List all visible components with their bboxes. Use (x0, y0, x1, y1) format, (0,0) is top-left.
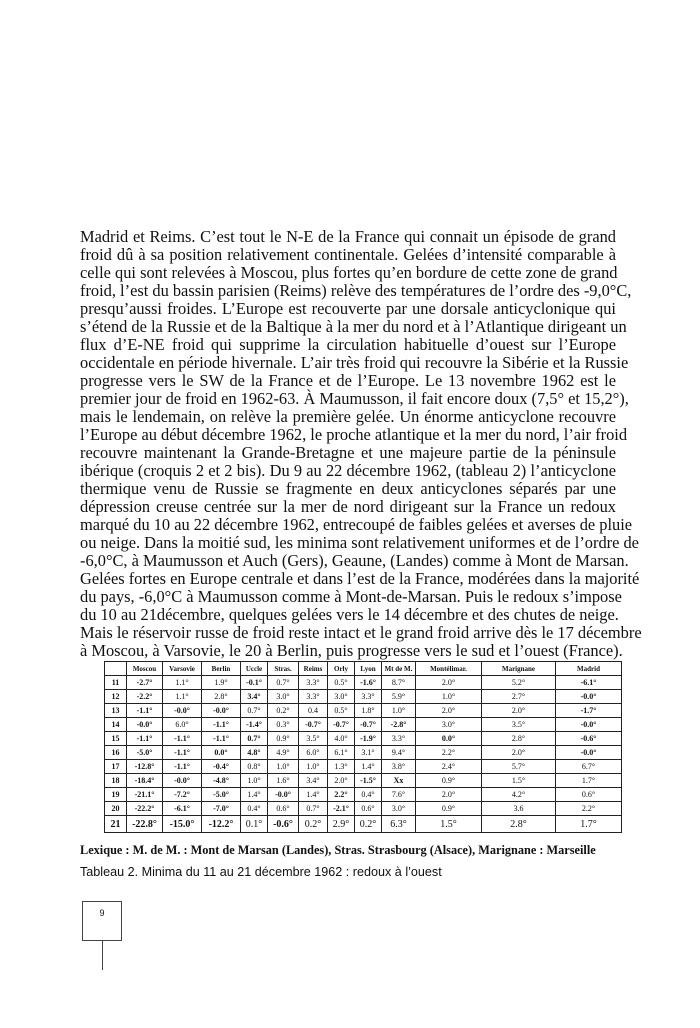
temperature-cell: 3.3° (382, 732, 416, 746)
temperature-cell: -0.4° (202, 760, 241, 774)
temperature-cell: 0.5° (328, 676, 355, 690)
text-line: ou neige. Dans la moitié sud, les minima sont relativement uniformes et de l’ordre de (80, 533, 639, 552)
table-row (105, 774, 622, 788)
temperature-cell: 5.9° (382, 690, 416, 704)
temperature-cell: 1.0° (299, 760, 328, 774)
day-cell: 11 (105, 676, 127, 690)
temperature-cell: 3.3° (299, 690, 328, 704)
temperature-cell: 1.7° (556, 816, 622, 833)
temperature-cell: -2.8° (382, 718, 416, 732)
text-line: mais le lendemain, on relève la première gelée. Un énorme anticyclone recouvre (80, 407, 616, 426)
temperature-cell: -0.7° (355, 718, 382, 732)
temperature-cell: 2.2° (556, 802, 622, 816)
temperature-cell: 7.6° (382, 788, 416, 802)
temperature-cell: -4.8° (202, 774, 241, 788)
temperature-cell: 0.8° (241, 760, 268, 774)
text-line: Madrid et Reims. C’est tout le N-E de la France qui connait un épisode de grand (80, 227, 616, 246)
temperature-cell: -2.1° (328, 802, 355, 816)
temperature-cell: -0.1° (241, 676, 268, 690)
temperature-cell: 0.7° (241, 704, 268, 718)
temperature-cell: -7.2° (163, 788, 202, 802)
temperature-cell: -1.1° (163, 760, 202, 774)
temperature-cell: 0.6° (268, 802, 299, 816)
temperature-cell: 0.4° (241, 802, 268, 816)
temperature-cell: 4.0° (328, 732, 355, 746)
column-header: Orly (328, 662, 355, 676)
temperature-cell: 1.4° (299, 788, 328, 802)
day-cell: 14 (105, 718, 127, 732)
temperature-cell: 4.9° (268, 746, 299, 760)
temperature-cell: -0.0° (202, 704, 241, 718)
temperature-cell: -18.4° (127, 774, 163, 788)
temperature-cell: -0.0° (556, 718, 622, 732)
text-line: s’étend de la Russie et de la Baltique à la mer du nord et à l’Atlantique dirigeant un (80, 317, 627, 336)
temperature-cell: -0.0° (556, 690, 622, 704)
temperature-cell: -0.6° (268, 816, 299, 833)
temperature-cell: -1.7° (556, 704, 622, 718)
temperature-cell: 0.0° (416, 732, 482, 746)
temperature-cell: 1.4° (355, 760, 382, 774)
temperature-cell: 0.4° (355, 788, 382, 802)
temperature-cell: 5.2° (482, 676, 556, 690)
temperature-cell: -12.2° (202, 816, 241, 833)
temperature-cell: -1.6° (355, 676, 382, 690)
text-line: froid dû à sa position relativement continentale. Gelées d’intensité comparable à (80, 245, 616, 264)
temperature-cell: -1.1° (127, 732, 163, 746)
text-line: Mais le réservoir russe de froid reste intact et le grand froid arrive dès le 17 décembre (80, 623, 642, 642)
text-line: celle qui sont relevées à Moscou, plus fortes qu’en bordure de cette zone de grand (80, 263, 618, 282)
temperature-cell: 1.5° (416, 816, 482, 833)
temperature-cell: -12.8° (127, 760, 163, 774)
text-line: occidentale en période hivernale. L’air très froid qui recouvre la Sibérie et la Russie (80, 353, 629, 372)
temperature-cell: 0.7° (299, 802, 328, 816)
temperature-cell: 0.7° (241, 732, 268, 746)
table-row (105, 690, 622, 704)
temperature-cell: -1.4° (241, 718, 268, 732)
temperature-cell: 1.1° (163, 690, 202, 704)
temperature-cell: 0.2° (268, 704, 299, 718)
temperature-cell: 2.2° (416, 746, 482, 760)
day-cell: 12 (105, 690, 127, 704)
table-row (105, 760, 622, 774)
temperature-cell: 3.8° (382, 760, 416, 774)
temperature-cell: -7.0° (202, 802, 241, 816)
temperature-cell: 6.3° (382, 816, 416, 833)
temperature-cell: 2.0° (416, 788, 482, 802)
temperature-cell: 6.0° (163, 718, 202, 732)
temperature-cell: 3.4° (241, 690, 268, 704)
temperature-cell: 0.4 (299, 704, 328, 718)
temperature-cell: -1.9° (355, 732, 382, 746)
temperature-cell: 6.1° (328, 746, 355, 760)
temperature-cell: -2.2° (127, 690, 163, 704)
temperature-cell: 1.9° (202, 676, 241, 690)
temperature-cell: -22.8° (127, 816, 163, 833)
temperature-cell: 0.9° (416, 802, 482, 816)
temperature-cell: -0.0° (556, 746, 622, 760)
temperature-cell: 8.7° (382, 676, 416, 690)
temperature-cell: 6.0° (299, 746, 328, 760)
temperature-cell: 2.8° (202, 690, 241, 704)
temperature-cell: 1.4° (241, 788, 268, 802)
temperature-cell: 5.7° (482, 760, 556, 774)
table-row (105, 788, 622, 802)
day-cell: 13 (105, 704, 127, 718)
table-row (105, 816, 622, 833)
text-line: -6,0°C, à Maumusson et Auch (Gers), Geaune, (Landes) comme à Mont de Marsan. (80, 551, 629, 570)
column-header: Berlin (202, 662, 241, 676)
temperature-cell: -1.1° (202, 718, 241, 732)
temperature-cell: 0.6° (556, 788, 622, 802)
temperature-cell: 1.1° (163, 676, 202, 690)
minima-table (104, 661, 622, 833)
text-line: marqué du 10 au 22 décembre 1962, entrecoupé de faibles gelées et averses de pluie (80, 515, 633, 534)
temperature-cell: -1.1° (163, 732, 202, 746)
temperature-cell: 2.4° (416, 760, 482, 774)
temperature-cell: 1.0° (416, 690, 482, 704)
temperature-cell: 2.8° (482, 816, 556, 833)
table-row (105, 746, 622, 760)
table-header-row (105, 662, 622, 676)
column-header: Stras. (268, 662, 299, 676)
temperature-cell: 1.8° (355, 704, 382, 718)
table-row (105, 718, 622, 732)
text-line: premier jour de froid en 1962-63. À Maumusson, il fait encore doux (7,5° et 15,2°), (80, 389, 629, 408)
temperature-cell: 2.0° (328, 774, 355, 788)
temperature-cell: 4.8° (241, 746, 268, 760)
temperature-cell: -15.0° (163, 816, 202, 833)
temperature-cell: -0.7° (328, 718, 355, 732)
temperature-cell: 2.0° (482, 746, 556, 760)
text-line: dépression creuse centrée sur la mer de nord dirigeant sur la France un redoux (80, 497, 616, 516)
column-header: Mt de M. (382, 662, 416, 676)
temperature-cell: 2.9° (328, 816, 355, 833)
text-line: flux d’E-NE froid qui supprime la circulation habituelle d’ouest sur l’Europe (80, 335, 616, 354)
temperature-cell: -5.0° (127, 746, 163, 760)
temperature-cell: 6.7° (556, 760, 622, 774)
temperature-cell: 2.0° (482, 704, 556, 718)
temperature-cell: 3.5° (482, 718, 556, 732)
temperature-cell: 9.4° (382, 746, 416, 760)
lexique-note: Lexique : M. de M. : Mont de Marsan (Landes), Stras. Strasbourg (Alsace), Marignane : Marseille (80, 843, 596, 857)
page-number: 9 (99, 908, 105, 918)
column-header: Reims (299, 662, 328, 676)
temperature-cell: -1.1° (127, 704, 163, 718)
temperature-cell: 1.0° (241, 774, 268, 788)
temperature-cell: -6.1° (556, 676, 622, 690)
temperature-cell: 3.0° (382, 802, 416, 816)
text-line: thermique venu de Russie se fragmente en deux anticyclones séparés par une (80, 479, 616, 498)
table-row (105, 732, 622, 746)
temperature-cell: 3.0° (268, 690, 299, 704)
temperature-cell: 0.2° (299, 816, 328, 833)
temperature-cell: 0.2° (355, 816, 382, 833)
temperature-cell: 0.5° (328, 704, 355, 718)
table-row (105, 802, 622, 816)
temperature-cell: 3.0° (416, 718, 482, 732)
temperature-cell: Xx (382, 774, 416, 788)
column-header (105, 662, 127, 676)
temperature-cell: -1.1° (163, 746, 202, 760)
temperature-cell: 0.7° (268, 676, 299, 690)
column-header: Madrid (556, 662, 622, 676)
temperature-cell: 3.3° (355, 690, 382, 704)
temperature-cell: 3.0° (328, 690, 355, 704)
temperature-cell: 1.0° (382, 704, 416, 718)
temperature-cell: -2.7° (127, 676, 163, 690)
temperature-cell: 0.3° (268, 718, 299, 732)
column-header: Montélimar. (416, 662, 482, 676)
table-row (105, 704, 622, 718)
temperature-cell: 3.3° (299, 676, 328, 690)
temperature-cell: 3.6 (482, 802, 556, 816)
temperature-cell: 2.0° (416, 704, 482, 718)
temperature-cell: 3.5° (299, 732, 328, 746)
temperature-cell: 1.6° (268, 774, 299, 788)
temperature-cell: 1.0° (268, 760, 299, 774)
text-line: à Moscou, à Varsovie, le 20 à Berlin, puis progresse vers le sud et l’ouest (France). (80, 641, 623, 660)
temperature-cell: -21.1° (127, 788, 163, 802)
text-line: froid, l’est du bassin parisien (Reims) relève des températures de l’ordre des -9,0°C, (80, 281, 632, 300)
temperature-cell: -0.7° (299, 718, 328, 732)
temperature-cell: -0.6° (556, 732, 622, 746)
temperature-cell: -1.1° (202, 732, 241, 746)
temperature-cell: 3.1° (355, 746, 382, 760)
temperature-cell: 0.1° (241, 816, 268, 833)
text-line: presqu’aussi froides. L’Europe est recouverte par une dorsale anticyclonique qui (80, 299, 616, 318)
text-line: l’Europe au début décembre 1962, le proche atlantique et la mer du nord, l’air froid (80, 425, 628, 444)
temperature-cell: 4.2° (482, 788, 556, 802)
temperature-cell: 2.2° (328, 788, 355, 802)
day-cell: 21 (105, 816, 127, 833)
temperature-cell: -5.0° (202, 788, 241, 802)
temperature-cell: 0.9° (416, 774, 482, 788)
temperature-cell: -0.0° (163, 774, 202, 788)
day-cell: 16 (105, 746, 127, 760)
column-header: Varsovie (163, 662, 202, 676)
column-header: Lyon (355, 662, 382, 676)
temperature-cell: -1.5° (355, 774, 382, 788)
temperature-cell: 2.7° (482, 690, 556, 704)
temperature-cell: 2.0° (416, 676, 482, 690)
day-cell: 17 (105, 760, 127, 774)
page-marker-line (102, 940, 103, 970)
page-number-box (82, 901, 122, 941)
column-header: Uccle (241, 662, 268, 676)
day-cell: 15 (105, 732, 127, 746)
text-line: ibérique (croquis 2 et 2 bis). Du 9 au 22 décembre 1962, (tableau 2) l’anticyclone (80, 461, 616, 480)
temperature-cell: -0.0° (268, 788, 299, 802)
day-cell: 20 (105, 802, 127, 816)
temperature-cell: -22.2° (127, 802, 163, 816)
temperature-cell: 1.5° (482, 774, 556, 788)
temperature-cell: -0.0° (163, 704, 202, 718)
text-line: du 10 au 21décembre, quelques gelées vers le 14 décembre et des chutes de neige. (80, 605, 619, 624)
temperature-cell: 1.3° (328, 760, 355, 774)
temperature-cell: 2.8° (482, 732, 556, 746)
text-line: du pays, -6,0°C à Maumusson comme à Mont-de-Marsan. Puis le redoux s’impose (80, 587, 622, 606)
column-header: Marignane (482, 662, 556, 676)
day-cell: 18 (105, 774, 127, 788)
table-caption: Tableau 2. Minima du 11 au 21 décembre 1962 : redoux à l’ouest (80, 865, 442, 879)
text-line: Gelées fortes en Europe centrale et dans l’est de la France, modérées dans la majorité (80, 569, 640, 588)
temperature-cell: 0.0° (202, 746, 241, 760)
text-line: recouvre maintenant la Grande-Bretagne et une majeure partie de la péninsule (80, 443, 616, 462)
temperature-cell: 0.9° (268, 732, 299, 746)
body-paragraph (80, 227, 642, 660)
column-header: Moscou (127, 662, 163, 676)
temperature-cell: -0.0° (127, 718, 163, 732)
temperature-cell: 0.6° (355, 802, 382, 816)
temperature-cell: -6.1° (163, 802, 202, 816)
temperature-cell: 1.7° (556, 774, 622, 788)
table-row (105, 676, 622, 690)
text-line: progresse vers le SW de la France et de l’Europe. Le 13 novembre 1962 est le (80, 371, 616, 390)
temperature-cell: 3.4° (299, 774, 328, 788)
day-cell: 19 (105, 788, 127, 802)
